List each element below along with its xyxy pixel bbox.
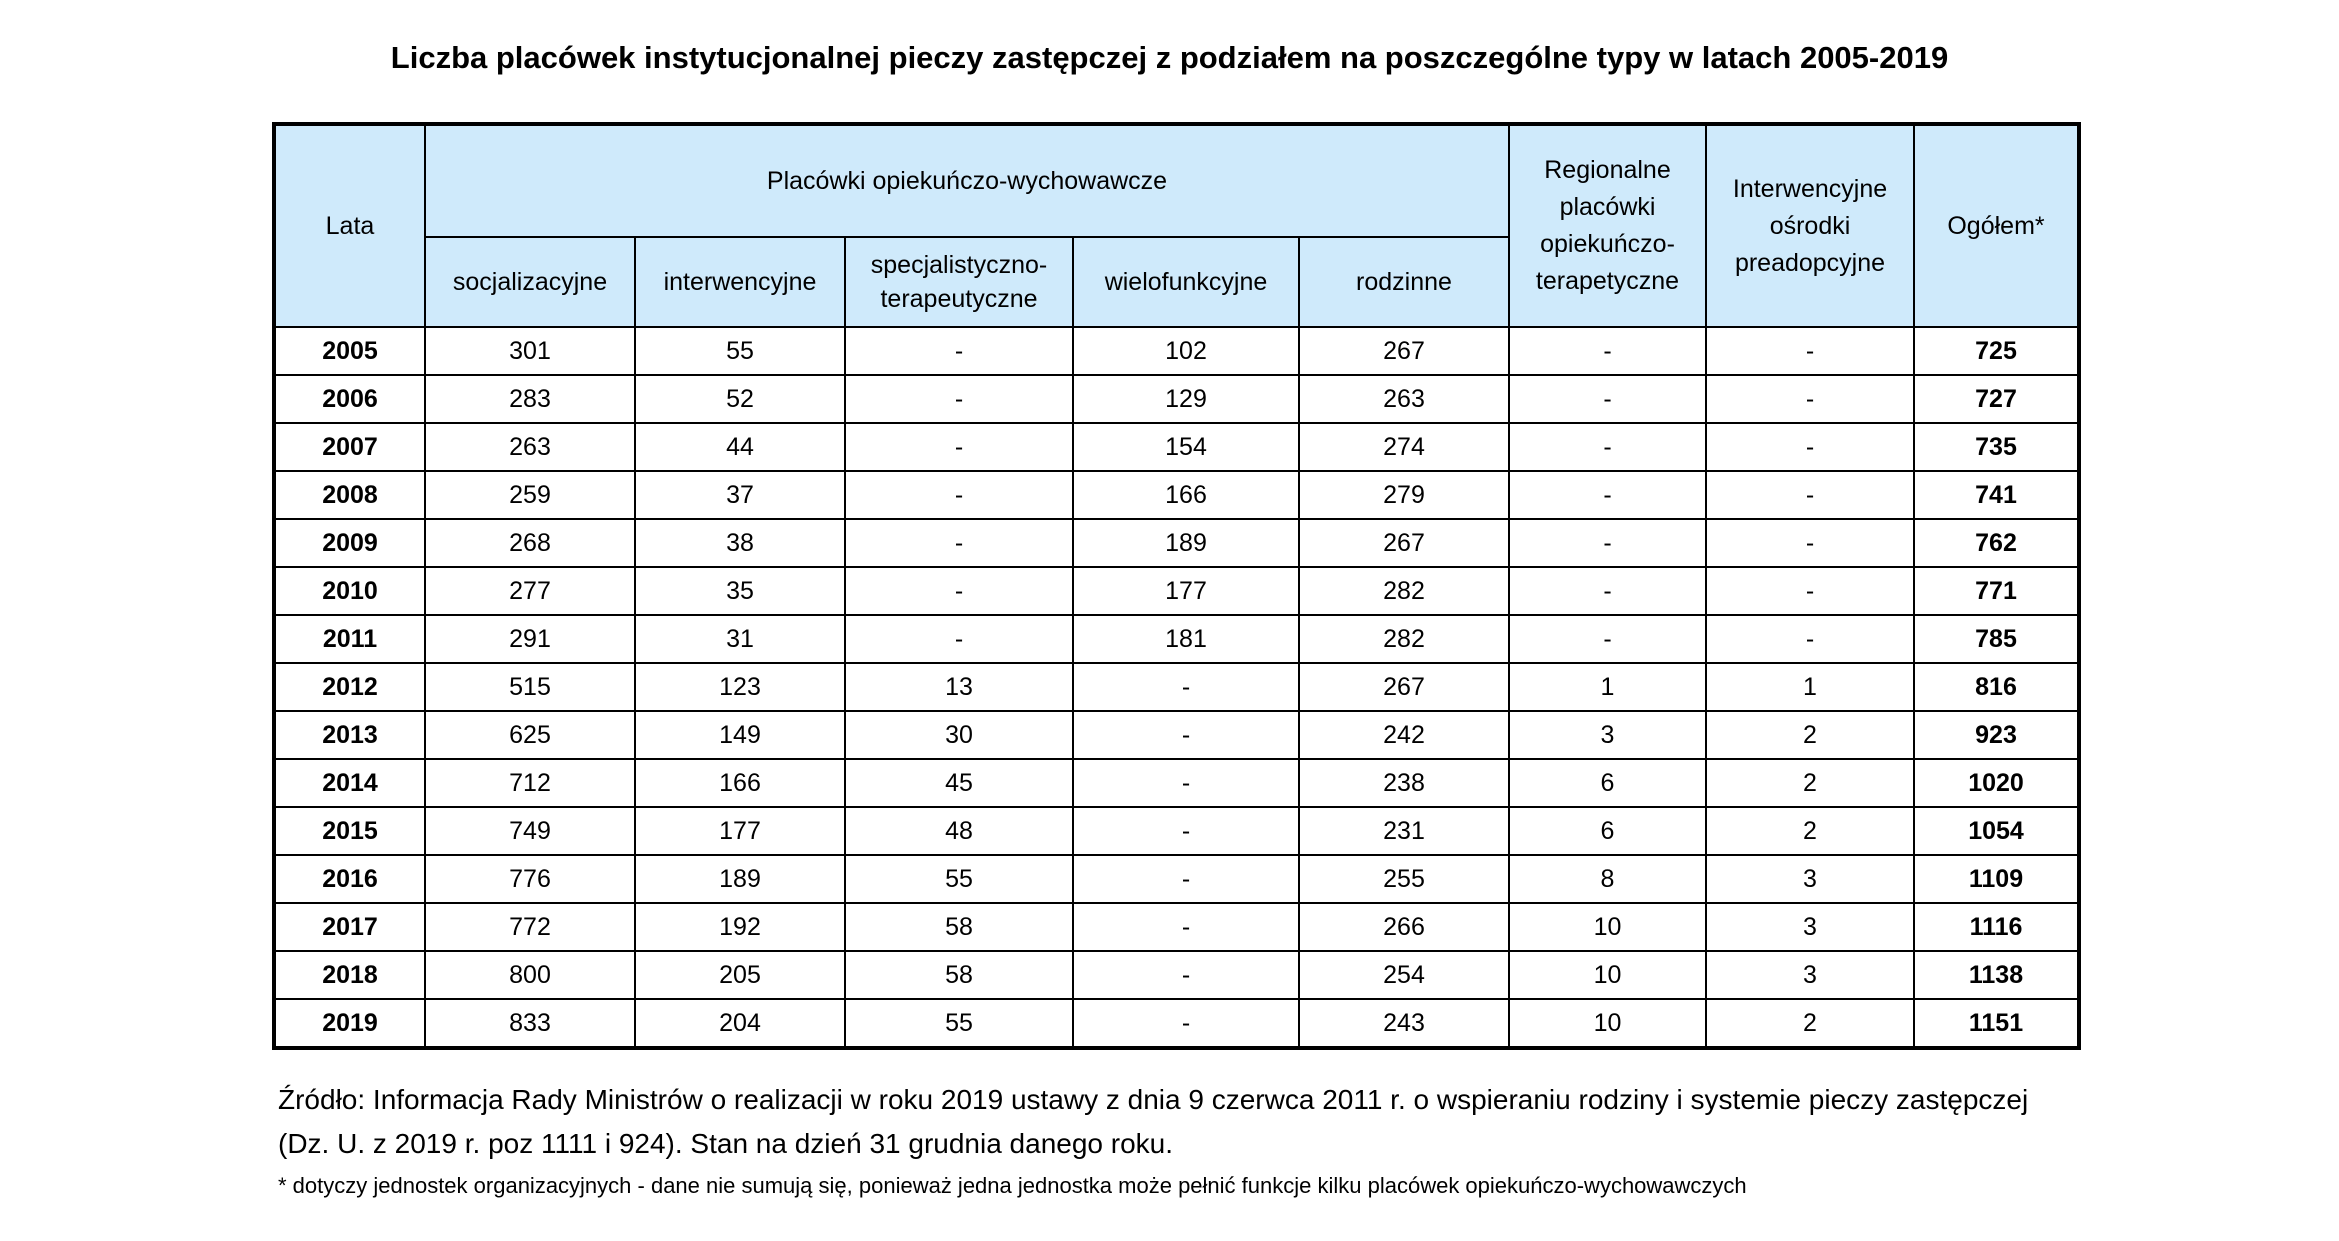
data-table [272, 122, 2081, 1050]
row-year: 2018 [274, 951, 425, 999]
row-total: 762 [1914, 519, 2079, 567]
row-total: 727 [1914, 375, 2079, 423]
table-cell: 123 [635, 663, 845, 711]
row-year: 2012 [274, 663, 425, 711]
table-cell: 58 [845, 903, 1073, 951]
table-cell: 515 [425, 663, 635, 711]
header-rodzinne: rodzinne [1299, 237, 1509, 327]
table-cell: - [1706, 327, 1914, 375]
row-total: 1116 [1914, 903, 2079, 951]
table-cell: - [845, 471, 1073, 519]
page-title: Liczba placówek instytucjonalnej pieczy zastępczej z podziałem na poszczególne typy w latach 2005-2019 [390, 40, 1949, 75]
table-cell: 8 [1509, 855, 1706, 903]
table-cell: 10 [1509, 903, 1706, 951]
table-cell: 712 [425, 759, 635, 807]
table-cell: - [1073, 663, 1299, 711]
table-cell: 166 [635, 759, 845, 807]
header-group: Placówki opiekuńczo-wychowawcze [425, 124, 1509, 237]
table-cell: 776 [425, 855, 635, 903]
table-cell: 263 [425, 423, 635, 471]
table-cell: - [1509, 567, 1706, 615]
header-regional: Regionalne placówki opiekuńczo-terapetyczne [1509, 124, 1706, 327]
table-cell: 55 [845, 855, 1073, 903]
source-line-2: (Dz. U. z 2019 r. poz 1111 i 924). Stan na dzień 31 grudnia danego roku. [278, 1128, 1174, 1159]
table-cell: - [1706, 375, 1914, 423]
table-cell: 277 [425, 567, 635, 615]
table-cell: 3 [1509, 711, 1706, 759]
table-row [274, 375, 2079, 423]
table-cell: 301 [425, 327, 635, 375]
table-cell: - [1073, 903, 1299, 951]
header-interwencyjne: interwencyjne [635, 237, 845, 327]
row-year: 2008 [274, 471, 425, 519]
table-cell: 3 [1706, 855, 1914, 903]
table-cell: 31 [635, 615, 845, 663]
table-cell: 204 [635, 999, 845, 1048]
row-year: 2013 [274, 711, 425, 759]
table-row [274, 327, 2079, 375]
row-year: 2019 [274, 999, 425, 1048]
table-cell: 267 [1299, 663, 1509, 711]
table-cell: 6 [1509, 759, 1706, 807]
table-row [274, 615, 2079, 663]
table-cell: 102 [1073, 327, 1299, 375]
header-socjalizacyjne: socjalizacyjne [425, 237, 635, 327]
table-cell: - [1706, 423, 1914, 471]
table-cell: 243 [1299, 999, 1509, 1048]
table-row [274, 519, 2079, 567]
table-cell: - [1509, 327, 1706, 375]
table-cell: 37 [635, 471, 845, 519]
table-cell: 267 [1299, 519, 1509, 567]
table-cell: 55 [635, 327, 845, 375]
row-total: 923 [1914, 711, 2079, 759]
table-cell: 48 [845, 807, 1073, 855]
table-body [274, 327, 2079, 1048]
table-cell: - [845, 615, 1073, 663]
table-row [274, 663, 2079, 711]
header-specjalistyczno: specjalistyczno-terapeutyczne [845, 237, 1073, 327]
table-cell: 291 [425, 615, 635, 663]
table-cell: 833 [425, 999, 635, 1048]
table-cell: 177 [1073, 567, 1299, 615]
row-total: 1151 [1914, 999, 2079, 1048]
row-total: 1054 [1914, 807, 2079, 855]
row-year: 2005 [274, 327, 425, 375]
table-cell: 1 [1706, 663, 1914, 711]
table-cell: - [1509, 423, 1706, 471]
table-cell: 2 [1706, 807, 1914, 855]
row-total: 1138 [1914, 951, 2079, 999]
row-total: 1109 [1914, 855, 2079, 903]
table-row [274, 807, 2079, 855]
table-cell: - [1073, 711, 1299, 759]
row-total: 1020 [1914, 759, 2079, 807]
table-cell: 38 [635, 519, 845, 567]
table-cell: - [845, 519, 1073, 567]
table-cell: 231 [1299, 807, 1509, 855]
row-year: 2011 [274, 615, 425, 663]
table-cell: - [1073, 999, 1299, 1048]
table-cell: 255 [1299, 855, 1509, 903]
table-cell: 282 [1299, 615, 1509, 663]
table-cell: 205 [635, 951, 845, 999]
table-cell: - [1509, 519, 1706, 567]
table-cell: - [1706, 471, 1914, 519]
row-year: 2017 [274, 903, 425, 951]
header-wielofunkcyjne: wielofunkcyjne [1073, 237, 1299, 327]
table-cell: - [1073, 855, 1299, 903]
table-cell: - [845, 327, 1073, 375]
table-row [274, 471, 2079, 519]
table-cell: 772 [425, 903, 635, 951]
table-cell: 267 [1299, 327, 1509, 375]
row-total: 785 [1914, 615, 2079, 663]
row-year: 2015 [274, 807, 425, 855]
table-cell: 192 [635, 903, 845, 951]
table-cell: - [1509, 615, 1706, 663]
source-line-1: Źródło: Informacja Rady Ministrów o realizacji w roku 2019 ustawy z dnia 9 czerwca 2011 r. o wspieraniu rodziny i systemie pieczy zastępczej [278, 1084, 2029, 1115]
table-cell: 10 [1509, 951, 1706, 999]
table-cell: 625 [425, 711, 635, 759]
table-cell: 45 [845, 759, 1073, 807]
table-cell: 55 [845, 999, 1073, 1048]
table-cell: 2 [1706, 711, 1914, 759]
table-row [274, 999, 2079, 1048]
table-cell: 259 [425, 471, 635, 519]
table-row [274, 567, 2079, 615]
table-row [274, 759, 2079, 807]
table-cell: 189 [635, 855, 845, 903]
table-cell: 254 [1299, 951, 1509, 999]
table-cell: 2 [1706, 759, 1914, 807]
table-cell: 282 [1299, 567, 1509, 615]
table-cell: 3 [1706, 951, 1914, 999]
table-cell: - [1073, 951, 1299, 999]
row-total: 725 [1914, 327, 2079, 375]
table-cell: 10 [1509, 999, 1706, 1048]
table-cell: - [845, 423, 1073, 471]
table-cell: 800 [425, 951, 635, 999]
table-cell: 6 [1509, 807, 1706, 855]
row-year: 2006 [274, 375, 425, 423]
table-cell: 189 [1073, 519, 1299, 567]
table-cell: - [845, 375, 1073, 423]
table-cell: 35 [635, 567, 845, 615]
row-year: 2016 [274, 855, 425, 903]
table-cell: - [1706, 519, 1914, 567]
table-cell: 154 [1073, 423, 1299, 471]
table-cell: 166 [1073, 471, 1299, 519]
table-row [274, 711, 2079, 759]
table-row [274, 951, 2079, 999]
table-cell: - [1509, 375, 1706, 423]
table-cell: - [1509, 471, 1706, 519]
table-cell: 149 [635, 711, 845, 759]
header-total: Ogółem* [1914, 124, 2079, 327]
table-row [274, 423, 2079, 471]
row-year: 2014 [274, 759, 425, 807]
table-cell: - [1706, 615, 1914, 663]
table-cell: - [845, 567, 1073, 615]
row-total: 741 [1914, 471, 2079, 519]
table-cell: 30 [845, 711, 1073, 759]
table-cell: 44 [635, 423, 845, 471]
table-cell: 2 [1706, 999, 1914, 1048]
table-row [274, 903, 2079, 951]
row-year: 2007 [274, 423, 425, 471]
header-preadoption: Interwencyjne ośrodki preadopcyjne [1706, 124, 1914, 327]
row-total: 735 [1914, 423, 2079, 471]
row-year: 2010 [274, 567, 425, 615]
footnote: * dotyczy jednostek organizacyjnych - dane nie sumują się, ponieważ jedna jednostka może pełnić funkcje kilku placówek opiekuńczo-wychowawczych [278, 1173, 1747, 1198]
table-cell: 268 [425, 519, 635, 567]
table-cell: 274 [1299, 423, 1509, 471]
table-cell: - [1073, 759, 1299, 807]
table-cell: 52 [635, 375, 845, 423]
row-total: 771 [1914, 567, 2079, 615]
table-cell: 1 [1509, 663, 1706, 711]
row-total: 816 [1914, 663, 2079, 711]
source-note [278, 1078, 2078, 1166]
table-cell: 279 [1299, 471, 1509, 519]
table-cell: - [1706, 567, 1914, 615]
table-cell: - [1073, 807, 1299, 855]
row-year: 2009 [274, 519, 425, 567]
table-cell: 13 [845, 663, 1073, 711]
table-cell: 263 [1299, 375, 1509, 423]
table-cell: 181 [1073, 615, 1299, 663]
table-cell: 177 [635, 807, 845, 855]
table-cell: 129 [1073, 375, 1299, 423]
table-cell: 266 [1299, 903, 1509, 951]
table-cell: 749 [425, 807, 635, 855]
table-cell: 58 [845, 951, 1073, 999]
table-cell: 242 [1299, 711, 1509, 759]
header-year: Lata [274, 124, 425, 327]
table-cell: 238 [1299, 759, 1509, 807]
table-cell: 3 [1706, 903, 1914, 951]
table-cell: 283 [425, 375, 635, 423]
table-row [274, 855, 2079, 903]
